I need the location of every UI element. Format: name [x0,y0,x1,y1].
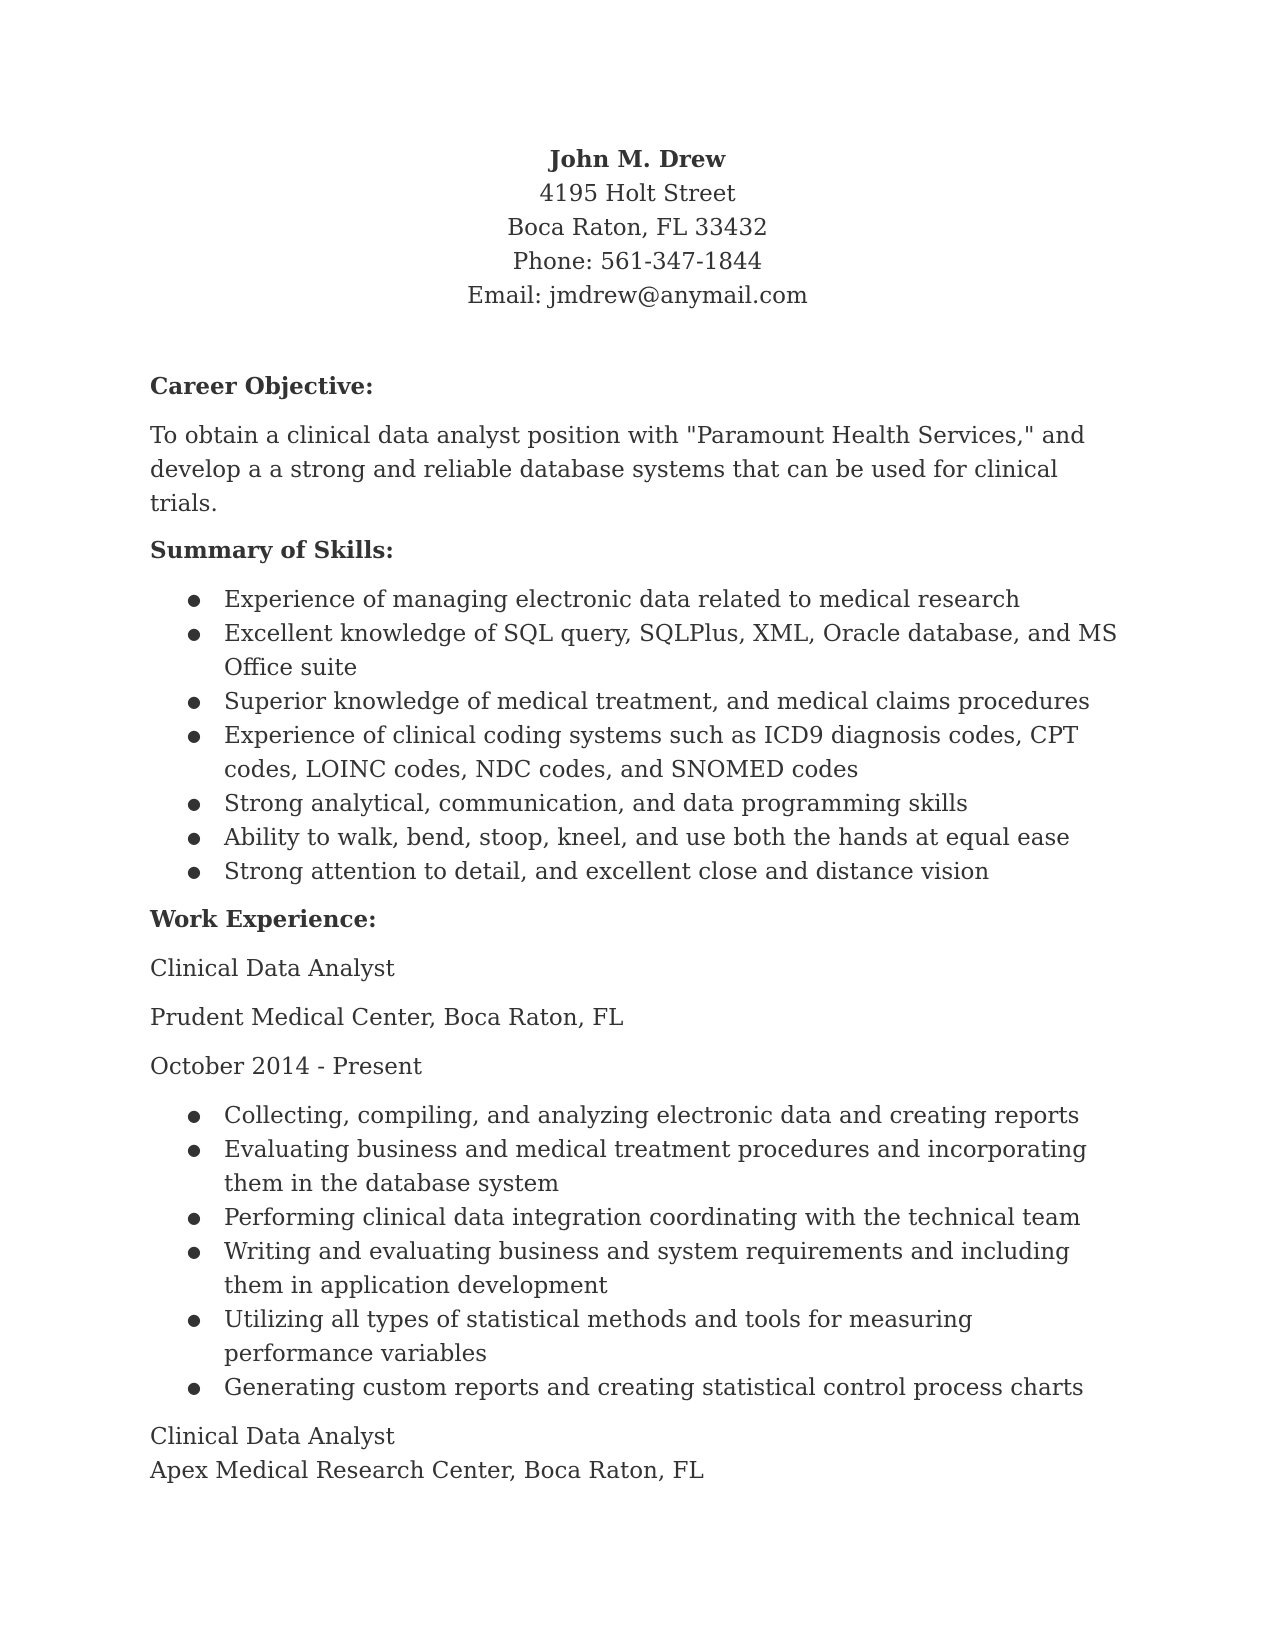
experience-heading: Work Experience: [150,906,377,933]
bullet-icon: ● [187,1378,201,1397]
job1-title: Clinical Data Analyst [150,956,395,982]
list-item [150,617,1125,685]
skill-text: Strong analytical, communication, and data programming skills [224,791,968,817]
list-item [150,1099,1125,1133]
list-item [150,821,1125,855]
skill-text: Ability to walk, bend, stoop, kneel, and use both the hands at equal ease [224,825,1070,851]
duty-text: Collecting, compiling, and analyzing electronic data and creating reports [224,1103,1080,1129]
list-item [150,583,1125,617]
duty-text: Writing and evaluating business and system requirements and including them in application development [224,1239,1070,1299]
list-item [150,685,1125,719]
list-item [150,719,1125,787]
bullet-icon: ● [187,726,201,745]
address-city: Boca Raton, FL 33432 [507,215,768,241]
contact-header [0,143,1275,313]
resume-body [150,370,1125,1488]
skills-heading: Summary of Skills: [150,537,394,564]
bullet-icon: ● [187,862,201,881]
phone-number: Phone: 561-347-1844 [512,249,763,275]
duty-text: Performing clinical data integration coordinating with the technical team [224,1205,1081,1231]
list-item [150,1235,1125,1303]
bullet-icon: ● [187,1310,201,1329]
objective-heading: Career Objective: [150,373,374,400]
skill-text: Experience of managing electronic data related to medical research [224,587,1021,613]
bullet-icon: ● [187,1208,201,1227]
list-item [150,1133,1125,1201]
skills-list [150,583,1125,889]
job1-dates: October 2014 - Present [150,1054,422,1080]
job1-duties-list [150,1099,1125,1405]
list-item [150,1371,1125,1405]
duty-text: Utilizing all types of statistical methods and tools for measuring performance variables [224,1307,973,1367]
bullet-icon: ● [187,590,201,609]
bullet-icon: ● [187,1106,201,1125]
bullet-icon: ● [187,1140,201,1159]
job2-employer: Apex Medical Research Center, Boca Raton, FL [150,1458,704,1484]
job2-title: Clinical Data Analyst [150,1424,395,1450]
list-item [150,1303,1125,1371]
address-street: 4195 Holt Street [539,181,736,207]
job1-employer: Prudent Medical Center, Boca Raton, FL [150,1005,624,1031]
skill-text: Excellent knowledge of SQL query, SQLPlus, XML, Oracle database, and MS Office suite [224,621,1118,681]
email-address: Email: jmdrew@anymail.com [467,283,808,309]
bullet-icon: ● [187,692,201,711]
candidate-name: John M. Drew [549,146,726,173]
skill-text: Strong attention to detail, and excellent close and distance vision [224,859,990,885]
list-item [150,855,1125,889]
bullet-icon: ● [187,794,201,813]
duty-text: Evaluating business and medical treatment procedures and incorporating them in the database system [224,1137,1087,1197]
skill-text: Experience of clinical coding systems such as ICD9 diagnosis codes, CPT codes, LOINC codes, NDC codes, and SNOMED codes [224,723,1079,783]
bullet-icon: ● [187,1242,201,1261]
bullet-icon: ● [187,828,201,847]
list-item [150,787,1125,821]
bullet-icon: ● [187,624,201,643]
list-item [150,1201,1125,1235]
duty-text: Generating custom reports and creating statistical control process charts [224,1375,1084,1401]
objective-text: To obtain a clinical data analyst position with "Paramount Health Services," and develop a a strong and reliable database systems that can be used for clinical trials. [150,423,1085,517]
skill-text: Superior knowledge of medical treatment, and medical claims procedures [224,689,1090,715]
